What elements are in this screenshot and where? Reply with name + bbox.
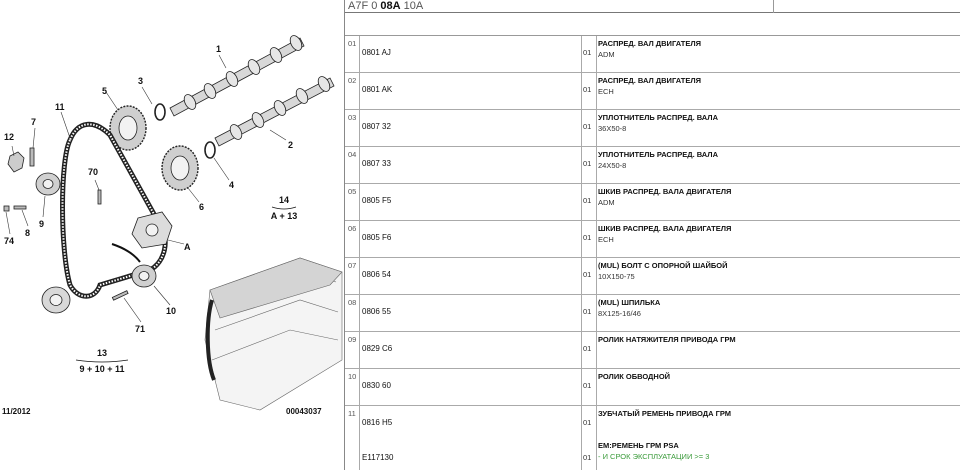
part-reference[interactable]: 0805 F6: [362, 233, 392, 242]
part-description: (MUL) ШПИЛЬКА: [598, 298, 661, 307]
callout-70: 70: [88, 167, 99, 177]
idler-10-drawing: [132, 265, 156, 287]
part-description-alt: ЕМ:РЕМЕНЬ ГРМ PSA: [598, 441, 679, 450]
table-row[interactable]: [345, 73, 960, 110]
table-row[interactable]: [345, 295, 960, 332]
part-description: РОЛИК НАТЯЖИТЕЛЯ ПРИВОДА ГРМ: [598, 335, 736, 344]
parts-rows: [345, 36, 960, 406]
part-quantity: 01: [583, 233, 592, 242]
bolt-71-drawing: [112, 291, 128, 300]
row-number: 11: [348, 409, 356, 418]
seal-4-drawing: [205, 142, 215, 158]
table-row[interactable]: [345, 369, 960, 406]
part-quantity: 01: [583, 307, 592, 316]
part-quantity-alt: 01: [583, 453, 592, 462]
part-description: ШКИВ РАСПРЕД. ВАЛА ДВИГАТЕЛЯ: [598, 187, 732, 196]
callout-a: A: [184, 242, 191, 252]
part-variant: 8X125-16/46: [598, 309, 641, 318]
part-variant: 24X50-8: [598, 161, 627, 170]
callout-3: 3: [138, 76, 144, 86]
bolt-70-drawing: [98, 190, 101, 204]
part-quantity: 01: [583, 344, 592, 353]
callout-1: 1: [216, 44, 222, 54]
part-reference[interactable]: 0801 AJ: [362, 48, 391, 57]
pulley-6-drawing: [162, 146, 198, 190]
group-14-title: 14: [278, 195, 290, 205]
row-number: 08: [348, 298, 357, 307]
group-13-title: 13: [96, 348, 108, 358]
row-number: 09: [348, 335, 357, 344]
part-quantity: 01: [583, 159, 592, 168]
exploded-view-diagram: [0, 0, 344, 470]
part-variant: ECH: [598, 87, 614, 96]
header-spacer: [345, 13, 960, 36]
group-14-formula: A + 13: [270, 211, 298, 221]
group-13-brace: [76, 360, 128, 362]
crank-pulley-drawing: [42, 287, 70, 313]
part-variant: ADM: [598, 198, 615, 207]
row-number: 06: [348, 224, 357, 233]
callout-12: 12: [4, 132, 15, 142]
part-reference[interactable]: 0816 H5: [362, 418, 393, 427]
row-number: 07: [348, 261, 357, 270]
part-reference[interactable]: 0805 F5: [362, 196, 392, 205]
callout-2: 2: [288, 140, 294, 150]
part-quantity: 01: [583, 270, 592, 279]
part-description: УПЛОТНИТЕЛЬ РАСПРЕД. ВАЛА: [598, 113, 718, 122]
callout-7: 7: [31, 117, 37, 127]
bolt-74-drawing: [4, 206, 9, 211]
parts-list: [344, 0, 960, 470]
table-row[interactable]: [345, 36, 960, 73]
diagram-drawing: [0, 0, 344, 470]
part-description: РОЛИК ОБВОДНОЙ: [598, 372, 671, 381]
catalog-code-suffix: 10A: [403, 0, 424, 12]
part-reference[interactable]: 0806 54: [362, 270, 391, 279]
callout-9: 9: [39, 219, 45, 229]
part-reference[interactable]: 0829 C6: [362, 344, 393, 353]
catalog-code-bold: 08A: [380, 0, 401, 12]
table-row[interactable]: [345, 406, 960, 470]
part-variant: 36X50-8: [598, 124, 627, 133]
group-14-brace: [272, 207, 296, 209]
bolt-7-drawing: [30, 148, 34, 166]
part-quantity: 01: [583, 122, 592, 131]
part-quantity: 01: [583, 85, 592, 94]
catalog-header: [345, 0, 960, 13]
row-number: 02: [348, 76, 357, 85]
table-row[interactable]: [345, 147, 960, 184]
callout-8: 8: [25, 228, 31, 238]
part-reference[interactable]: 0830 60: [362, 381, 391, 390]
part-quantity: 01: [583, 196, 592, 205]
engine-block-drawing: [205, 258, 342, 410]
part-variant: ADM: [598, 50, 615, 59]
part-description: РАСПРЕД. ВАЛ ДВИГАТЕЛЯ: [598, 76, 702, 85]
table-row[interactable]: [345, 110, 960, 147]
catalog-code-prefix: A7F 0: [348, 0, 378, 12]
header-divider: [773, 0, 774, 13]
catalog-code: [345, 0, 423, 12]
part-quantity: 01: [583, 48, 592, 57]
row-number: 01: [348, 39, 357, 48]
row-number: 04: [348, 150, 357, 159]
part-description: (MUL) БОЛТ С ОПОРНОЙ ШАЙБОЙ: [598, 261, 728, 270]
part-reference[interactable]: 0807 33: [362, 159, 391, 168]
part-description: ШКИВ РАСПРЕД. ВАЛА ДВИГАТЕЛЯ: [598, 224, 732, 233]
callout-11: 11: [55, 102, 65, 112]
callout-74: 74: [4, 236, 15, 246]
callout-4: 4: [229, 180, 235, 190]
row-number: 10: [348, 372, 357, 381]
table-row[interactable]: [345, 184, 960, 221]
part-quantity: 01: [583, 418, 592, 427]
table-row[interactable]: [345, 221, 960, 258]
part-12-drawing: [8, 152, 24, 172]
part-variant-alt: - И СРОК ЭКСПЛУАТАЦИИ >= 3: [598, 452, 710, 461]
drawing-number: 00043037: [286, 407, 322, 416]
callout-10: 10: [166, 306, 177, 316]
table-row[interactable]: [345, 332, 960, 369]
row-number: 05: [348, 187, 357, 196]
part-description: ЗУБЧАТЫЙ РЕМЕНЬ ПРИВОДА ГРМ: [598, 409, 732, 418]
water-pump-drawing: [132, 212, 172, 248]
part-description: УПЛОТНИТЕЛЬ РАСПРЕД. ВАЛА: [598, 150, 718, 159]
table-row[interactable]: [345, 258, 960, 295]
callout-5: 5: [102, 86, 108, 96]
tensioner-9-drawing: [36, 173, 60, 195]
part-reference-alt[interactable]: E117130: [362, 453, 394, 462]
stud-8-drawing: [14, 206, 26, 209]
part-reference[interactable]: 0806 55: [362, 307, 391, 316]
row-number: 03: [348, 113, 357, 122]
part-reference[interactable]: 0807 32: [362, 122, 391, 131]
group-13-formula: 9 + 10 + 11: [79, 364, 125, 374]
part-description: РАСПРЕД. ВАЛ ДВИГАТЕЛЯ: [598, 39, 702, 48]
part-variant: ECH: [598, 235, 614, 244]
callout-71: 71: [135, 324, 146, 334]
part-quantity: 01: [583, 381, 592, 390]
part-variant: 10X150-75: [598, 272, 635, 281]
diagram-date: 11/2012: [2, 407, 31, 416]
callout-6: 6: [199, 202, 205, 212]
seal-3-drawing: [155, 104, 165, 120]
part-reference[interactable]: 0801 AK: [362, 85, 393, 94]
